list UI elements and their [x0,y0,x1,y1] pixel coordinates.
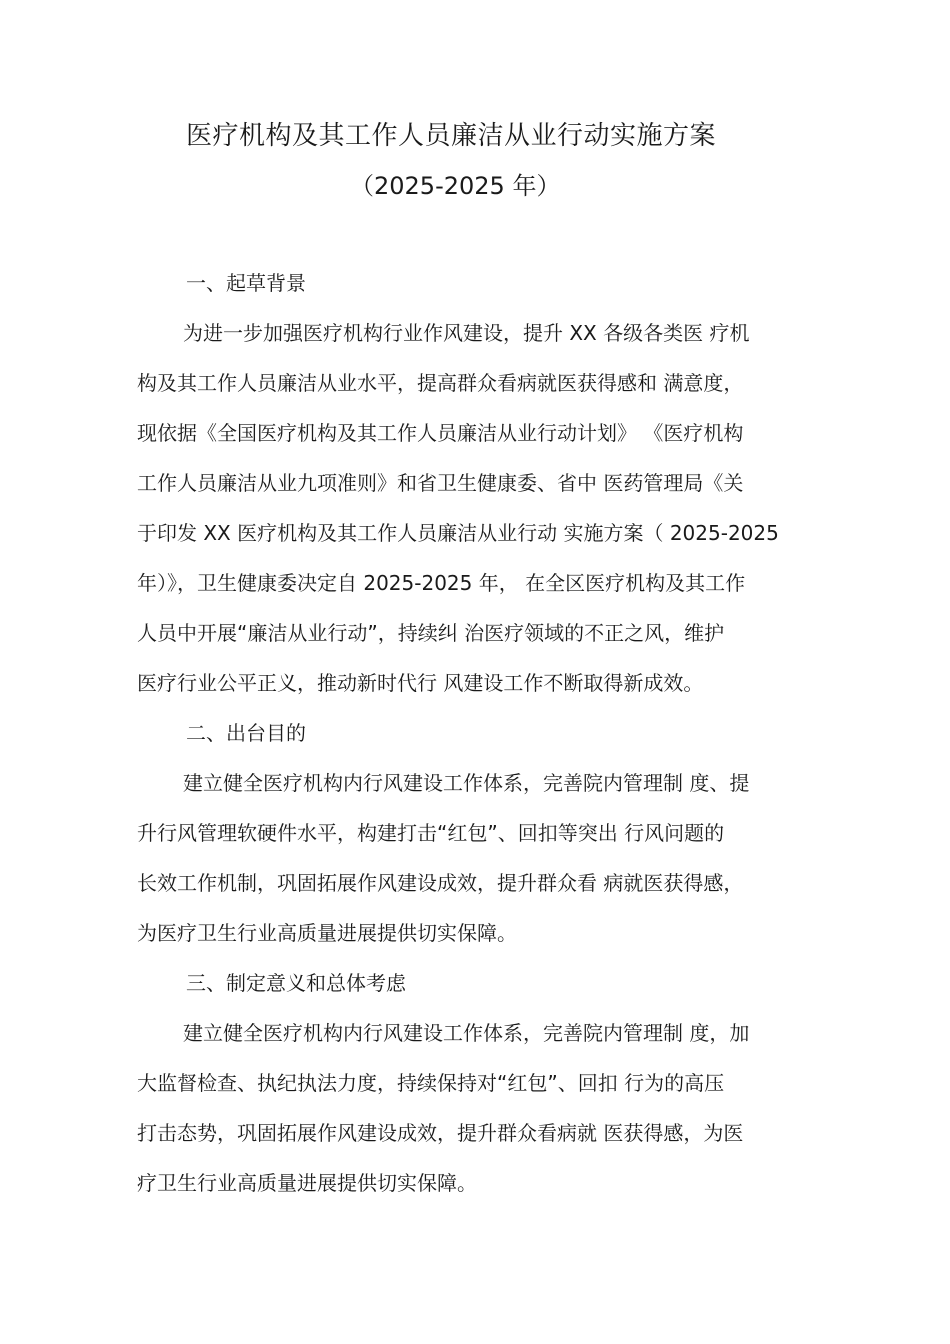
document-title: 医疗机构及其工作人员廉洁从业行动实施方案 [186,121,717,151]
paragraph-line: 长效工作机制，巩固拓展作风建设成效，提升群众看 病就医获得感， [137,871,744,895]
section-heading-significance: 三、制定意义和总体考虑 [186,971,406,995]
document-subtitle: （2025-2025 年） [350,172,561,200]
paragraph-line: 现依据《全国医疗机构及其工作人员廉洁从业行动计划》 《医疗机构 [137,421,744,445]
paragraph-line: 医疗行业公平正义，推动新时代行 风建设工作不断取得新成效。 [137,671,704,695]
section-paragraph-background [137,318,837,718]
paragraph-line: 人员中开展“廉洁从业行动”，持续纠 治医疗领域的不正之风，维护 [137,621,725,645]
paragraph-line: 年）》，卫生健康委决定自 2025-2025 年， 在全区医疗机构及其工作 [137,571,746,595]
paragraph-line: 打击态势，巩固拓展作风建设成效，提升群众看病就 医获得感，为医 [137,1121,744,1145]
paragraph-line: 构及其工作人员廉洁从业水平，提高群众看病就医获得感和 满意度， [137,371,744,395]
paragraph-line: 升行风管理软硬件水平，构建打击“红包”、回扣等突出 行风问题的 [137,821,725,845]
paragraph-line: 建立健全医疗机构内行风建设工作体系，完善院内管理制 度，加 [183,1021,750,1045]
paragraph-line: 疗卫生行业高质量进展提供切实保障。 [137,1171,477,1195]
section-heading-purpose: 二、出台目的 [186,721,306,745]
section-paragraph-purpose [137,768,837,968]
paragraph-line: 为医疗卫生行业高质量进展提供切实保障。 [137,921,517,945]
paragraph-line: 于印发 XX 医疗机构及其工作人员廉洁从业行动 实施方案（ 2025-2025 [137,521,779,545]
section-paragraph-significance [137,1018,837,1218]
paragraph-line: 工作人员廉洁从业九项准则》和省卫生健康委、省中 医药管理局《关 [137,471,744,495]
paragraph-line: 为进一步加强医疗机构行业作风建设，提升 XX 各级各类医 疗机 [183,321,750,345]
paragraph-line: 建立健全医疗机构内行风建设工作体系，完善院内管理制 度、提 [183,771,750,795]
section-heading-background: 一、起草背景 [186,271,306,295]
paragraph-line: 大监督检查、执纪执法力度，持续保持对“红包”、回扣 行为的高压 [137,1071,725,1095]
